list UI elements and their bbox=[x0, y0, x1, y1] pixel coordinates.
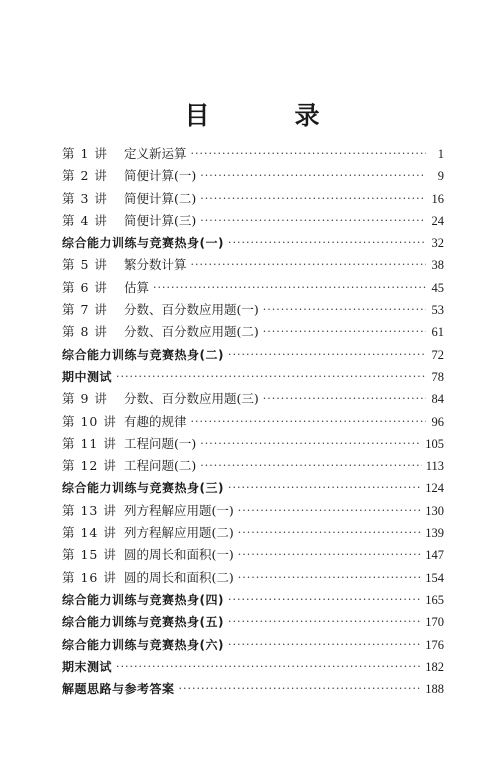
toc-lecture-number: 第 12 讲 bbox=[62, 458, 117, 474]
toc-entry-title: 简便计算(一) bbox=[124, 168, 197, 184]
toc-dot-leader bbox=[191, 254, 426, 276]
toc-dot-leader bbox=[200, 188, 426, 210]
toc-dot-leader bbox=[179, 678, 422, 700]
toc-lecture-entry[interactable] bbox=[62, 210, 444, 232]
toc-dot-leader bbox=[238, 567, 421, 589]
toc-entry-title: 圆的周长和面积(二) bbox=[124, 569, 234, 585]
toc-lecture-entry[interactable] bbox=[62, 567, 444, 589]
toc-page-number: 1 bbox=[437, 147, 444, 161]
toc-dot-leader bbox=[228, 589, 421, 611]
toc-page-number: 96 bbox=[431, 414, 444, 429]
toc-lecture-number: 第 2 讲 bbox=[62, 168, 108, 184]
toc-entry-title: 分数、百分数应用题(二) bbox=[124, 324, 259, 340]
toc-page-number: 16 bbox=[431, 191, 444, 206]
toc-dot-leader bbox=[228, 611, 421, 633]
toc-dot-leader bbox=[228, 634, 421, 656]
toc-entry-title: 繁分数计算 bbox=[124, 257, 187, 273]
toc-lecture-entry[interactable] bbox=[62, 522, 444, 544]
toc-lecture-entry[interactable] bbox=[62, 433, 444, 455]
toc-lecture-entry[interactable] bbox=[62, 455, 444, 477]
toc-lecture-entry[interactable] bbox=[62, 254, 444, 276]
toc-dot-leader bbox=[228, 344, 426, 366]
toc-lecture-number: 第 10 讲 bbox=[62, 413, 117, 429]
toc-page-number: 105 bbox=[425, 436, 444, 451]
toc-dot-leader bbox=[116, 366, 426, 388]
toc-lecture-entry[interactable] bbox=[62, 165, 444, 187]
toc-page-number: 78 bbox=[431, 369, 444, 384]
toc-lecture-number: 第 13 讲 bbox=[62, 502, 117, 518]
toc-lecture-number: 第 11 讲 bbox=[62, 435, 117, 451]
toc-dot-leader bbox=[263, 321, 426, 343]
toc-page-number: 176 bbox=[425, 637, 444, 652]
toc-entry-title: 列方程解应用题(一) bbox=[124, 502, 234, 518]
toc-dot-leader bbox=[191, 411, 426, 433]
toc-section-entry[interactable] bbox=[62, 678, 444, 700]
toc-entry-title: 有趣的规律 bbox=[124, 413, 187, 429]
toc-dot-leader bbox=[228, 232, 426, 254]
toc-lecture-entry[interactable] bbox=[62, 411, 444, 433]
toc-lecture-number: 第 15 讲 bbox=[62, 547, 117, 563]
toc-dot-leader bbox=[263, 388, 426, 410]
toc-lecture-entry[interactable] bbox=[62, 299, 444, 321]
toc-entry-title: 解题思路与参考答案 bbox=[62, 682, 175, 697]
toc-lecture-entry[interactable] bbox=[62, 277, 444, 299]
toc-page-number: 32 bbox=[431, 236, 444, 251]
page-title: 目 录 bbox=[184, 101, 350, 130]
toc-page-number: 182 bbox=[425, 659, 444, 674]
toc-entry-title: 工程问题(一) bbox=[124, 435, 197, 451]
toc-page-number: 170 bbox=[425, 615, 444, 630]
toc-page-number: 24 bbox=[431, 213, 444, 228]
toc-dot-leader bbox=[191, 143, 426, 165]
toc-lecture-number: 第 1 讲 bbox=[62, 146, 108, 161]
toc-dot-leader bbox=[200, 165, 426, 187]
toc-entry-title: 简便计算(三) bbox=[124, 212, 197, 228]
toc-dot-leader bbox=[153, 277, 426, 299]
toc-dot-leader bbox=[116, 656, 421, 678]
toc-page-number: 72 bbox=[431, 347, 444, 362]
toc-entry-title: 定义新运算 bbox=[124, 146, 187, 161]
toc-entry-title: 期末测试 bbox=[62, 659, 113, 674]
toc-page-number: 130 bbox=[425, 503, 444, 518]
toc-section-entry[interactable] bbox=[62, 634, 444, 656]
toc-page-number: 45 bbox=[431, 280, 444, 295]
toc-lecture-number: 第 5 讲 bbox=[62, 257, 108, 273]
toc-lecture-number: 第 7 讲 bbox=[62, 302, 108, 318]
table-of-contents bbox=[62, 143, 444, 700]
toc-page-number: 124 bbox=[425, 481, 444, 496]
toc-lecture-entry[interactable] bbox=[62, 388, 444, 410]
toc-entry-title: 综合能力训练与竞赛热身(四) bbox=[62, 592, 224, 607]
toc-section-entry[interactable] bbox=[62, 611, 444, 633]
toc-entry-title: 简便计算(二) bbox=[124, 190, 197, 206]
toc-lecture-entry[interactable] bbox=[62, 188, 444, 210]
toc-dot-leader bbox=[238, 500, 421, 522]
toc-page-number: 84 bbox=[431, 392, 444, 407]
toc-section-entry[interactable] bbox=[62, 477, 444, 499]
toc-lecture-number: 第 3 讲 bbox=[62, 190, 108, 206]
toc-entry-title: 分数、百分数应用题(一) bbox=[124, 302, 259, 318]
toc-entry-title: 工程问题(二) bbox=[124, 458, 197, 474]
toc-page-number: 188 bbox=[425, 682, 444, 697]
toc-dot-leader bbox=[228, 477, 421, 499]
toc-dot-leader bbox=[238, 544, 421, 566]
toc-entry-title: 分数、百分数应用题(三) bbox=[124, 391, 259, 407]
toc-section-entry[interactable] bbox=[62, 344, 444, 366]
toc-lecture-number: 第 16 讲 bbox=[62, 569, 117, 585]
toc-entry-title: 综合能力训练与竞赛热身(一) bbox=[62, 236, 224, 251]
toc-dot-leader bbox=[238, 522, 421, 544]
toc-lecture-entry[interactable] bbox=[62, 143, 444, 165]
toc-page-number: 147 bbox=[425, 548, 444, 563]
toc-page-number: 9 bbox=[437, 169, 444, 184]
toc-section-entry[interactable] bbox=[62, 656, 444, 678]
toc-entry-title: 列方程解应用题(二) bbox=[124, 525, 234, 541]
toc-section-entry[interactable] bbox=[62, 589, 444, 611]
toc-entry-title: 综合能力训练与竞赛热身(六) bbox=[62, 637, 224, 652]
toc-entry-title: 期中测试 bbox=[62, 369, 113, 384]
toc-dot-leader bbox=[263, 299, 426, 321]
toc-dot-leader bbox=[200, 210, 426, 232]
toc-entry-title: 圆的周长和面积(一) bbox=[124, 547, 234, 563]
toc-lecture-number: 第 9 讲 bbox=[62, 391, 108, 407]
toc-page-number: 53 bbox=[431, 303, 444, 318]
toc-page-number: 154 bbox=[425, 570, 444, 585]
toc-page-number: 113 bbox=[425, 459, 444, 474]
toc-lecture-number: 第 14 讲 bbox=[62, 525, 117, 541]
toc-page-number: 139 bbox=[425, 526, 444, 541]
toc-dot-leader bbox=[200, 433, 421, 455]
toc-entry-title: 综合能力训练与竞赛热身(五) bbox=[62, 615, 224, 630]
toc-dot-leader bbox=[200, 455, 421, 477]
toc-entry-title: 综合能力训练与竞赛热身(二) bbox=[62, 347, 224, 362]
toc-section-entry[interactable] bbox=[62, 366, 444, 388]
toc-entry-title: 估算 bbox=[124, 279, 150, 295]
toc-page-number: 38 bbox=[431, 258, 444, 273]
toc-lecture-number: 第 4 讲 bbox=[62, 212, 108, 228]
toc-lecture-entry[interactable] bbox=[62, 544, 444, 566]
toc-page-number: 165 bbox=[425, 592, 444, 607]
toc-lecture-number: 第 6 讲 bbox=[62, 279, 108, 295]
toc-entry-title: 综合能力训练与竞赛热身(三) bbox=[62, 481, 224, 496]
toc-section-entry[interactable] bbox=[62, 232, 444, 254]
toc-lecture-entry[interactable] bbox=[62, 321, 444, 343]
toc-lecture-entry[interactable] bbox=[62, 500, 444, 522]
toc-lecture-number: 第 8 讲 bbox=[62, 324, 108, 340]
toc-page-number: 61 bbox=[431, 325, 444, 340]
